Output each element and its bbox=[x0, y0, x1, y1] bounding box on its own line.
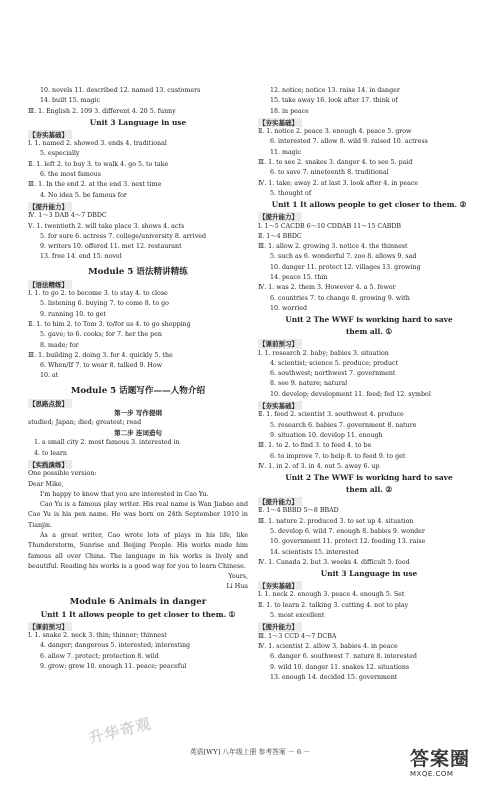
answer-line: 6. the most famous bbox=[40, 171, 101, 179]
step-heading: 第二步 连词造句 bbox=[114, 429, 162, 438]
section-tag-label: 【夯实基础】 bbox=[258, 581, 302, 590]
right-answer-column bbox=[258, 86, 480, 683]
section-tag bbox=[28, 279, 248, 289]
answer-line: 5. listening 6. buying 7. to come 8. to go bbox=[40, 300, 169, 308]
answer-line: 6. interested 7. allow 8. wild 9. raised 10. actress bbox=[270, 138, 428, 146]
unit-heading: Unit 3 Language in use bbox=[89, 117, 187, 127]
answer-line: 5. especially bbox=[40, 150, 80, 158]
answer-line: Ⅴ. 1. twentieth 2. will take place 3. shows 4. acts bbox=[28, 222, 185, 230]
answer-line: 5. such as 6. wonderful 7. zoo 8. allows 9. sad bbox=[270, 253, 417, 261]
section-tag-label: 【夯实基础】 bbox=[258, 401, 302, 410]
step-heading: 第一步 写作提纲 bbox=[114, 409, 162, 418]
answer-line: Ⅱ. 1. notice 2. peace 3. enough 4. peace 5. grow bbox=[258, 128, 412, 136]
answer-line: 4. No idea 5. be famous for bbox=[40, 191, 127, 199]
section-tag-label: 【夯实基础】 bbox=[258, 118, 302, 127]
section-tag-label: 【提升能力】 bbox=[258, 212, 302, 221]
letter-signature: Yours, bbox=[228, 573, 248, 581]
watermark-logo-url: MXQE.COM bbox=[410, 770, 454, 778]
site-watermark-logo bbox=[410, 748, 490, 788]
unit-heading: Unit 1 It allows people to get closer to them. ② bbox=[271, 200, 467, 210]
answer-line: Ⅱ. 1. to him 2. to Tom 3. to/for us 4. to go shopping bbox=[28, 320, 191, 328]
section-tag-label: 【提升能力】 bbox=[258, 497, 302, 506]
answer-line: Ⅱ. 1. feed 2. scientist 3. southwest 4. produce bbox=[258, 411, 404, 419]
section-tag-label: 【提升能力】 bbox=[28, 202, 72, 211]
answer-line: Ⅲ. 1. to 2. to find 3. to feed 4. to be bbox=[258, 442, 372, 450]
unit-heading: them all. ② bbox=[345, 485, 393, 495]
answer-line: Ⅰ. 1. neck 2. enough 3. peace 4. enough 5. Set bbox=[258, 591, 405, 599]
answer-line: 10. novels 11. described 12. named 13. customers bbox=[40, 87, 201, 94]
section-tag bbox=[28, 459, 248, 469]
page-footer: 英语[WY] 八年级上册 参考答案 － 6 － bbox=[189, 748, 311, 756]
module-heading: Module 6 Animals in danger bbox=[69, 596, 207, 607]
answer-line: 13. free 14. end 15. novel bbox=[40, 253, 122, 261]
watermark-logo-text: 答案圈 bbox=[410, 748, 471, 770]
answer-line: 10. danger 11. protect 12. villages 13. growing bbox=[270, 263, 421, 271]
unit-heading: Unit 1 It allows people to get closer to them. ① bbox=[40, 609, 236, 619]
section-tag bbox=[28, 398, 248, 408]
answer-line: Ⅲ. 1. to see 2. snakes 3. danger 4. to see 5. paid bbox=[258, 159, 413, 167]
section-tag-label: 【语法精练】 bbox=[28, 280, 72, 289]
answer-line: 5. research 6. babies 7. government 8. nature bbox=[270, 421, 417, 429]
letter-signature: Li Hua bbox=[226, 583, 248, 591]
answer-line: 15. take away 16. look after 17. think of bbox=[270, 97, 398, 105]
section-tag bbox=[258, 400, 480, 410]
section-tag bbox=[28, 621, 248, 631]
answer-line: Ⅳ. 1. take; away 2. at last 3. look after 4. in peace bbox=[258, 179, 419, 187]
answer-line: 9. writers 10. offered 11. met 12. restaurant bbox=[40, 243, 182, 251]
answer-line: 5. most excellent bbox=[270, 612, 325, 620]
answer-line: 4. scientist; science 5. produce; product bbox=[270, 359, 399, 367]
answer-line: 10. worried bbox=[270, 304, 307, 312]
section-tag-label: 【课前预习】 bbox=[28, 622, 72, 631]
unit-heading: Unit 2 The WWF is working hard to save bbox=[285, 315, 453, 325]
watermark-left: 升华奇观 bbox=[86, 714, 154, 748]
answer-line: Ⅳ. 1～3 DAB 4～7 DBDC bbox=[28, 212, 107, 220]
unit-heading: them all. ① bbox=[345, 327, 393, 337]
answer-line: 9. running 10. to get bbox=[40, 310, 106, 318]
answer-line: Dear Mike, bbox=[28, 480, 64, 488]
answer-line: 18. in peace bbox=[270, 107, 309, 115]
answer-line: 14. built 15. magic bbox=[40, 97, 100, 105]
answer-line: 4. danger; dangerous 5. interested; interesting bbox=[40, 642, 191, 650]
answer-line: 10. at bbox=[40, 372, 59, 380]
answer-line: Ⅰ. 1. named 2. showed 3. ends 4. traditional bbox=[28, 140, 167, 148]
answer-line: 6. southwest; northwest 7. government bbox=[270, 370, 396, 378]
section-tag bbox=[258, 496, 480, 506]
essay-paragraph: I'm happy to know that you are interested in Cao Yu. bbox=[40, 490, 209, 498]
answer-line: 6. to improve 7. to help 8. to feed 9. to get bbox=[270, 452, 406, 460]
answer-line: Ⅱ. 1～4 BBDC bbox=[258, 232, 302, 240]
section-tag bbox=[28, 201, 248, 211]
section-tag bbox=[258, 117, 480, 127]
answer-line: Ⅱ. 1～4 BBBD 5～8 BBAD bbox=[258, 507, 339, 515]
essay-paragraph: As a great writer, Cao wrote lots of plays in his life, like Thunderstorm, Sunrise and Beijing People. His works made him famous all over China. The language in his works is lively and beautiful. Reading his works is a good way for you to learn Chinese. bbox=[28, 531, 248, 570]
answer-line: 10. government 11. protect 12. feeding 13. raise bbox=[270, 538, 426, 546]
answer-line: One possible version: bbox=[28, 470, 97, 478]
answer-line: 10. develop; development 11. feed; fed 12. symbol bbox=[270, 390, 431, 398]
answer-line: 14. peace 15. thin bbox=[270, 274, 328, 282]
section-tag bbox=[258, 580, 480, 590]
answer-line: 9. grow; grew 10. enough 11. peace; peaceful bbox=[40, 662, 187, 670]
answer-line: 6. countries 7. to change 8. growing 9. with bbox=[270, 294, 410, 302]
answer-line: 6. When/If 7. to wear 8. talked 9. How bbox=[40, 362, 163, 370]
answer-line: 5. for sure 6. actress 7. college/university 8. arrived bbox=[40, 232, 207, 240]
left-answer-column bbox=[28, 86, 248, 672]
unit-heading: Unit 3 Language in use bbox=[320, 569, 418, 579]
answer-line: Ⅲ. 1. English 2. 109 3. different 4. 20 5. funny bbox=[28, 107, 176, 115]
answer-line: 1. a small city 2. most famous 3. interested in bbox=[34, 439, 180, 447]
section-tag bbox=[258, 338, 480, 348]
answer-line: Ⅲ. 1～3 CCD 4～7 DCBA bbox=[258, 632, 337, 640]
section-tag-label: 【提升能力】 bbox=[258, 622, 302, 631]
answer-line: Ⅳ. 1. Canada 2. but 3. weeks 4. difficult 5. food bbox=[258, 558, 410, 566]
module-heading: Module 5 语法精讲精练 bbox=[88, 266, 188, 277]
answer-line: 5. develop 6. wild 7. enough 8. babies 9. wonder bbox=[270, 527, 425, 535]
answer-line: 11. magic bbox=[270, 148, 302, 156]
answer-line: Ⅰ. 1. snake 2. neck 3. thin; thinner; thinnest bbox=[28, 632, 167, 640]
answer-line: 9. situation 10. develop 11. enough bbox=[270, 431, 383, 439]
section-tag bbox=[258, 211, 480, 221]
answer-line: Ⅱ. 1. to learn 2. talking 3. cutting 4. not to play bbox=[258, 601, 409, 609]
answer-line: Ⅱ. 1. left 2. to buy 3. to walk 4. go 5. to take bbox=[28, 160, 169, 168]
answer-line: Ⅳ. 1. scientist 2. allow 3. babies 4. in peace bbox=[258, 642, 398, 650]
answer-line: Ⅲ. 1. In the end 2. at the end 3. next time bbox=[28, 181, 162, 189]
section-tag-label: 【课前预习】 bbox=[258, 339, 302, 348]
answer-line: 6. allow 7. protect; protection 8. wild bbox=[40, 652, 159, 660]
answer-line: 8. see 9. nature; natural bbox=[270, 380, 348, 388]
answer-line: 6. danger 6. southwest 7. nature 8. interested bbox=[270, 653, 417, 661]
answer-line: 5. thought of bbox=[270, 189, 312, 197]
answer-line: Ⅳ. 1. in 2. of 3. in 4. out 5. away 6. up bbox=[258, 462, 380, 470]
section-tag-label: 【夯实基础】 bbox=[28, 130, 72, 139]
answer-line: 5. gave; to 6. cooks; for 7. her the pen bbox=[40, 331, 162, 339]
answer-line: 6. to save 7. nineteenth 8. traditional bbox=[270, 169, 389, 177]
answer-line: Ⅳ. 1. was 2. them 3. However 4. a 5. fewer bbox=[258, 284, 396, 292]
section-tag-label: 【实践演练】 bbox=[28, 460, 72, 469]
answer-line: Ⅲ. 1. allow 2. growing 3. notice 4. the thinnest bbox=[258, 243, 408, 251]
essay-paragraph: Cao Yu is a famous play writer. His real name is Wan Jiabao and Cao Yu is his pen name. He was born on 24th September 1910 in Tianjin. bbox=[28, 501, 248, 529]
answer-line: Ⅰ. 1～5 CACDB 6～10 CDDAB 11～15 CABDB bbox=[258, 222, 402, 230]
answer-line: 12. notice; notice 13. raise 14. in danger bbox=[270, 87, 400, 94]
answer-line: Ⅲ. 1. nature 2. produced 3. to set up 4. situation bbox=[258, 517, 414, 525]
answer-line: Ⅰ. 1. research 2. baby; babies 3. situation bbox=[258, 349, 389, 357]
answer-line: 4. to learn bbox=[34, 449, 67, 457]
answer-line: Ⅲ. 1. building 2. doing 3. for 4. quickly 5. the bbox=[28, 351, 173, 359]
section-tag bbox=[28, 129, 248, 139]
answer-line: 14. scientists 15. interested bbox=[270, 548, 359, 556]
section-tag-label: 【思路点拨】 bbox=[28, 399, 72, 408]
answer-line: studied; Japan; died; greatest; read bbox=[28, 419, 142, 427]
section-tag bbox=[258, 621, 480, 631]
answer-line: 9. wild 10. danger 11. snakes 12. situations bbox=[270, 663, 410, 671]
module-heading: Module 5 话题写作——人物介绍 bbox=[70, 385, 206, 396]
answer-line: Ⅰ. 1. to go 2. to become 3. to stay 4. to close bbox=[28, 290, 168, 298]
unit-heading: Unit 2 The WWF is working hard to save bbox=[285, 473, 453, 483]
answer-line: 13. enough 14. decided 15. government bbox=[270, 673, 398, 681]
answer-line: 8. made; for bbox=[40, 341, 79, 349]
